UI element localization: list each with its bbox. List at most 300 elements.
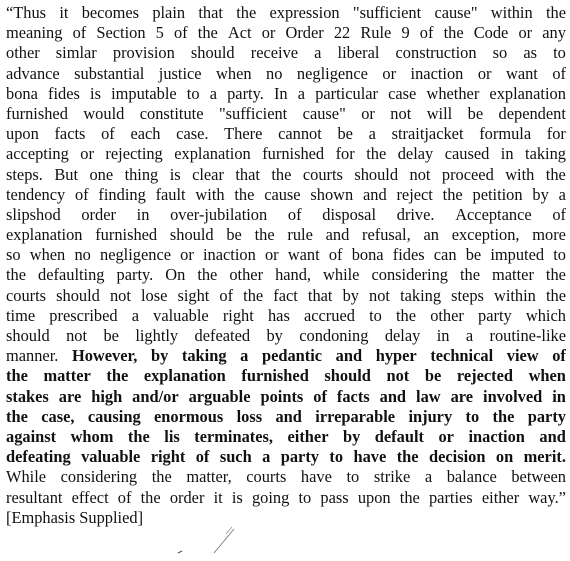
word: explanation: [143, 366, 226, 386]
word: of: [552, 346, 566, 366]
word: a: [465, 326, 474, 345]
word: construction: [395, 43, 477, 63]
word: more: [532, 225, 566, 245]
word: expression: [269, 3, 340, 22]
word: whom: [70, 426, 114, 446]
word: the: [545, 3, 566, 22]
word: to: [329, 447, 344, 467]
word: shown: [310, 184, 354, 204]
text-line: [6, 205, 566, 225]
word: should: [324, 366, 371, 386]
word: furnished: [95, 225, 158, 245]
word: lightly: [135, 326, 179, 345]
word: while: [323, 265, 360, 285]
word: accrued: [303, 305, 355, 325]
word: view: [506, 346, 539, 366]
word: will: [426, 103, 453, 123]
word: by: [342, 426, 361, 446]
word: rejected: [456, 366, 513, 386]
word: a: [368, 124, 376, 144]
word: have: [300, 467, 332, 487]
word: bona: [351, 245, 384, 265]
word: within: [490, 3, 533, 22]
word: either: [481, 487, 520, 507]
word: of: [72, 23, 87, 43]
word: of: [287, 204, 302, 224]
word: should: [190, 43, 235, 63]
word: to: [298, 487, 312, 507]
word: “Thus: [6, 3, 47, 22]
word: arguable: [188, 386, 251, 406]
word: want: [287, 245, 320, 265]
word: "sufficient: [218, 103, 288, 123]
text-line: [6, 185, 566, 205]
word: the: [6, 265, 27, 285]
word: party: [280, 447, 319, 467]
word: irreparable: [315, 406, 396, 426]
word: and/or: [132, 386, 179, 406]
text-line: [6, 23, 566, 43]
word: enormous: [154, 406, 224, 426]
word: strike: [373, 467, 411, 487]
word: negligence: [100, 245, 171, 265]
word: be: [103, 326, 119, 345]
word: furnished: [262, 144, 325, 164]
word: furnished: [241, 366, 309, 386]
word: and: [363, 184, 387, 204]
word: a: [558, 184, 566, 204]
word: valuable: [81, 447, 141, 467]
word: the: [459, 265, 481, 285]
word: in: [552, 386, 566, 406]
word: case: [388, 83, 417, 103]
word: cause": [302, 103, 346, 123]
word: rejecting: [105, 144, 163, 164]
text-line: [6, 144, 566, 164]
word: a: [262, 447, 271, 467]
word: of: [173, 23, 188, 43]
text-line: [6, 346, 566, 366]
word: courts: [246, 467, 287, 487]
text-line: [6, 64, 566, 84]
word: such: [219, 447, 252, 467]
word: to: [553, 43, 566, 63]
word: a: [131, 305, 139, 325]
text-line: [6, 447, 566, 467]
word: of: [313, 386, 327, 406]
word: no: [266, 63, 283, 83]
word: right: [222, 305, 254, 325]
word: "sufficient: [352, 3, 422, 22]
word: furnished: [6, 103, 68, 123]
word: fact: [273, 285, 298, 305]
word: lose: [140, 285, 168, 305]
word: the: [236, 3, 257, 22]
word: a: [424, 467, 433, 487]
word: provision: [112, 43, 175, 63]
word: of: [74, 184, 89, 204]
word: technical: [430, 346, 494, 366]
word: or: [261, 23, 276, 43]
word: the: [545, 285, 566, 305]
word: the: [234, 184, 255, 204]
word: not: [386, 366, 410, 386]
word: justice: [158, 63, 202, 83]
word: of: [219, 285, 234, 305]
word: and: [275, 406, 302, 426]
word: for: [335, 144, 355, 164]
word: sight: [177, 285, 210, 305]
word: courts: [302, 164, 343, 184]
word: drive.: [396, 204, 435, 224]
word: to: [186, 83, 200, 103]
word: bona: [6, 83, 38, 103]
text-line: [6, 265, 566, 285]
word: high: [91, 386, 123, 406]
word: to: [346, 467, 360, 487]
word: defeated: [194, 326, 251, 345]
text-line: [6, 245, 566, 265]
text-line: [6, 124, 566, 144]
text-line: [6, 3, 566, 23]
word: In: [273, 83, 288, 103]
word: defeating: [6, 447, 71, 467]
word: when: [29, 245, 66, 265]
word: can: [433, 245, 457, 265]
word: a: [314, 43, 322, 63]
word: by: [532, 184, 549, 204]
word: matter,: [186, 467, 232, 487]
word: Acceptance: [455, 204, 532, 224]
text-line: [6, 306, 566, 326]
word: the: [366, 144, 387, 164]
word: the: [545, 265, 566, 285]
word: not: [409, 164, 431, 184]
word: by: [150, 346, 169, 366]
word: of: [552, 204, 566, 224]
word: each: [130, 124, 161, 144]
word: and: [325, 225, 350, 245]
word: and: [539, 426, 566, 446]
word: is: [169, 164, 181, 184]
word: On: [165, 265, 186, 285]
word: not: [66, 326, 88, 345]
word: caused: [444, 144, 490, 164]
word: other: [6, 43, 40, 63]
word: when: [528, 366, 566, 386]
word: advance: [6, 63, 60, 83]
word: stakes: [6, 386, 49, 406]
text-line: [6, 225, 566, 245]
text-line: [6, 488, 566, 508]
word: taking: [181, 346, 227, 366]
word: or: [518, 23, 533, 43]
word: or: [264, 245, 279, 265]
word: the: [396, 447, 419, 467]
word: condoning: [299, 326, 369, 345]
word: effect: [71, 487, 109, 507]
word: formula: [479, 124, 532, 144]
word: receive: [250, 43, 299, 63]
word: or: [361, 103, 375, 123]
word: Code: [473, 23, 509, 43]
word: of: [419, 23, 434, 43]
word: upon: [357, 487, 391, 507]
word: and: [379, 386, 407, 406]
word: simlar: [55, 43, 97, 63]
word: While: [6, 467, 47, 487]
word: way.”: [528, 487, 566, 507]
word: fault: [155, 184, 186, 204]
word: facts: [336, 386, 370, 406]
text-line: [6, 43, 566, 63]
word: the: [399, 487, 420, 507]
word: be: [337, 124, 353, 144]
word: be: [467, 103, 484, 123]
text-line: [6, 165, 566, 185]
word: that: [235, 164, 260, 184]
word: be: [424, 366, 442, 386]
word: order: [81, 204, 116, 224]
word: delay: [397, 144, 434, 164]
pen-stroke-mark: [176, 525, 246, 559]
word: have: [353, 447, 387, 467]
word: facts: [54, 124, 86, 144]
word: terminates,: [194, 426, 274, 446]
word: hand,: [275, 265, 312, 285]
word: negligence: [296, 63, 368, 83]
word: disposal: [322, 204, 376, 224]
word: between: [511, 467, 566, 487]
word: whether: [426, 83, 480, 103]
word: liberal: [337, 43, 380, 63]
word: dependent: [498, 103, 566, 123]
text-line: [6, 366, 566, 386]
word: the: [443, 23, 464, 43]
word: or: [438, 426, 454, 446]
word: courts: [6, 285, 47, 305]
word: fides: [392, 245, 425, 265]
word: 5: [155, 23, 164, 43]
word: matter: [43, 366, 91, 386]
word: and: [335, 346, 363, 366]
word: However,: [71, 346, 138, 366]
word: over-jubilation: [170, 204, 268, 224]
word: the: [197, 265, 218, 285]
word: straitjacket: [391, 124, 464, 144]
word: within: [493, 285, 536, 305]
word: clear: [192, 164, 224, 184]
word: exception,: [451, 225, 520, 245]
word: thing: [124, 164, 159, 184]
word: as: [523, 43, 538, 63]
word: becomes: [81, 3, 140, 22]
word: balance: [446, 467, 497, 487]
word: in: [500, 144, 514, 164]
word: pass: [320, 487, 349, 507]
word: by: [266, 326, 283, 345]
word: not: [109, 285, 131, 305]
word: default: [374, 426, 424, 446]
word: so: [6, 245, 21, 265]
word: slipshod: [6, 204, 61, 224]
word: parties: [428, 487, 473, 507]
word: party.: [227, 83, 264, 103]
word: imputable: [111, 83, 177, 103]
word: considering: [371, 265, 448, 285]
word: causing: [87, 406, 141, 426]
word: other: [430, 305, 464, 325]
word: be: [226, 225, 242, 245]
word: party: [527, 406, 566, 426]
word: delay: [384, 326, 421, 345]
word: cannot: [278, 124, 322, 144]
word: particular: [315, 83, 378, 103]
word: plain: [152, 3, 186, 22]
word: the: [106, 366, 129, 386]
word: case,: [41, 406, 75, 426]
word: inaction: [468, 426, 525, 446]
word: that: [198, 3, 223, 22]
word: explanation: [174, 144, 251, 164]
word: want: [505, 63, 538, 83]
word: against: [6, 426, 57, 446]
word: party: [478, 305, 512, 325]
word: should: [169, 225, 214, 245]
word: no: [74, 245, 91, 265]
word: the: [127, 426, 150, 446]
word: proceed: [441, 164, 494, 184]
word: or: [80, 144, 94, 164]
text-line: [6, 467, 566, 487]
word: or: [180, 245, 194, 265]
word: the: [243, 285, 264, 305]
word: is: [90, 83, 101, 103]
word: the: [6, 366, 28, 386]
word: substantial: [74, 63, 145, 83]
word: it: [59, 3, 69, 22]
word: should: [354, 164, 399, 184]
text-line: [6, 508, 566, 528]
word: matter: [492, 265, 534, 285]
word: 9: [401, 23, 410, 43]
text-line: [6, 104, 566, 124]
word: law: [416, 386, 441, 406]
word: on: [495, 447, 514, 467]
word: the: [6, 406, 28, 426]
word: either: [287, 426, 329, 446]
word: explanation: [489, 83, 566, 103]
word: an: [423, 225, 439, 245]
word: other: [229, 265, 264, 285]
word: finding: [98, 184, 146, 204]
document-page: [6, 3, 566, 528]
word: steps: [451, 285, 484, 305]
word: tendency: [6, 184, 66, 204]
word: that: [307, 285, 333, 305]
word: should: [56, 285, 100, 305]
word: explanation: [6, 225, 83, 245]
word: with: [505, 164, 535, 184]
word: steps.: [6, 164, 43, 184]
word: rule: [287, 225, 313, 245]
word: prescribed: [49, 305, 118, 325]
word: manner.: [6, 346, 59, 366]
word: defaulting: [38, 265, 105, 285]
word: the: [396, 305, 417, 325]
word: of: [117, 487, 132, 507]
word: refusal,: [362, 225, 411, 245]
word: inaction: [410, 63, 464, 83]
text-line: [6, 84, 566, 104]
word: the: [151, 467, 172, 487]
word: injury: [408, 406, 453, 426]
text-line: [6, 407, 566, 427]
word: a: [297, 83, 306, 103]
word: is: [231, 487, 243, 507]
word: Section: [96, 23, 146, 43]
word: which: [525, 305, 566, 325]
word: it: [213, 487, 223, 507]
word: the: [545, 164, 566, 184]
word: in: [136, 204, 150, 224]
word: a: [209, 83, 217, 103]
word: meaning: [6, 23, 63, 43]
word: the: [140, 487, 161, 507]
word: has: [267, 305, 290, 325]
word: Act: [227, 23, 252, 43]
word: going: [251, 487, 290, 507]
word: fides: [48, 83, 80, 103]
word: merit.: [523, 447, 566, 467]
word: hyper: [375, 346, 417, 366]
word: for: [546, 124, 566, 144]
word: valuable: [153, 305, 209, 325]
word: not: [390, 103, 412, 123]
word: with: [195, 184, 225, 204]
text-line: [6, 326, 566, 346]
word: cause: [264, 184, 301, 204]
word: or: [477, 63, 492, 83]
word: be: [465, 245, 482, 265]
word: by: [342, 285, 359, 305]
word: case.: [176, 124, 209, 144]
word: right: [150, 447, 186, 467]
word: lis: [164, 426, 180, 446]
word: or: [382, 63, 397, 83]
word: the: [197, 23, 218, 43]
text-line: [6, 286, 566, 306]
text-run: [Emphasis Supplied]: [6, 507, 144, 527]
word: are: [58, 386, 82, 406]
word: so: [492, 43, 508, 63]
word: inaction: [203, 245, 256, 265]
text-line: [6, 427, 566, 447]
word: in: [436, 326, 450, 345]
word: the: [442, 184, 463, 204]
word: Rule: [360, 23, 392, 43]
word: reject: [396, 184, 433, 204]
word: should: [6, 326, 50, 345]
word: one: [89, 164, 114, 184]
word: when: [216, 63, 252, 83]
word: not: [369, 285, 390, 305]
word: any: [542, 23, 566, 43]
word: imputed: [490, 245, 545, 265]
word: time: [6, 305, 36, 325]
word: loss: [236, 406, 263, 426]
word: petition: [472, 184, 523, 204]
